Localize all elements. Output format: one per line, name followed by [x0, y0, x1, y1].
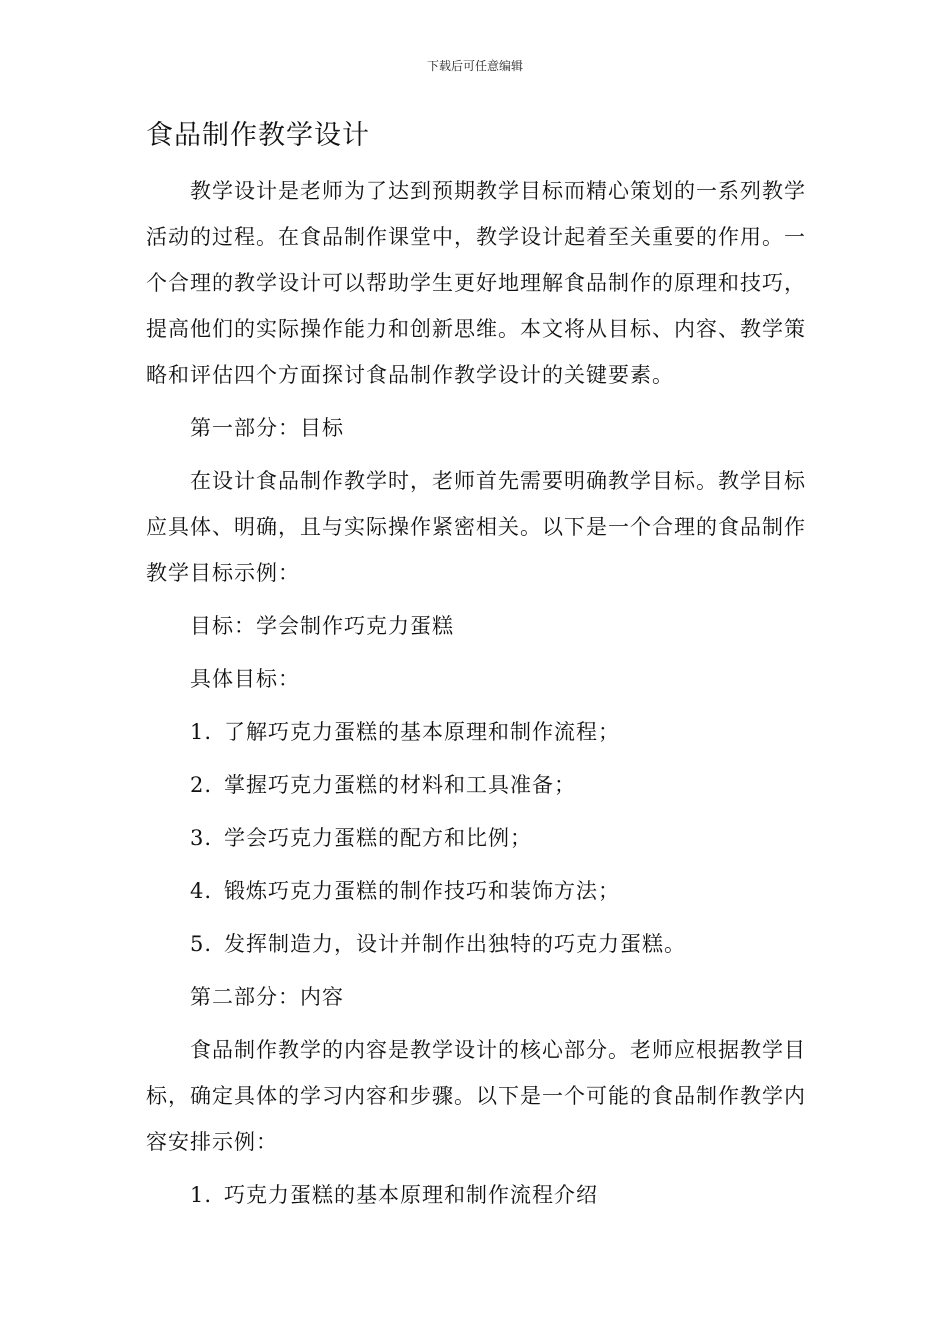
goal-line: 目标：学会制作巧克力蛋糕: [190, 614, 454, 638]
part1-paragraph: 在设计食品制作教学时，老师首先需要明确教学目标。教学目标应具体、明确，且与实际操作紧密相关。以下是一个合理的食品制作教学目标示例：: [146, 469, 806, 585]
list-item-number: 2.: [190, 773, 213, 797]
specific-goals-list: [146, 709, 816, 967]
list-item-text: 掌握巧克力蛋糕的材料和工具准备；: [224, 773, 576, 797]
document-title: 食品制作教学设计: [146, 120, 370, 151]
list-item-number: 1.: [190, 1183, 213, 1207]
list-item-number: 4.: [190, 879, 213, 903]
list-item: [146, 815, 816, 861]
list-item: [146, 1172, 816, 1218]
list-item: [146, 762, 816, 808]
document-body: [146, 112, 816, 1225]
list-item-text: 锻炼巧克力蛋糕的制作技巧和装饰方法；: [224, 879, 620, 903]
page-header-note: 下载后可任意编辑: [426, 59, 523, 73]
list-item: [146, 868, 816, 914]
specific-goals-heading: 具体目标：: [190, 667, 300, 691]
list-item-text: 了解巧克力蛋糕的基本原理和制作流程；: [224, 720, 620, 744]
part2-heading: 第二部分：内容: [190, 985, 344, 1009]
list-item: [146, 709, 816, 755]
list-item-number: 5.: [190, 932, 213, 956]
list-item-text: 巧克力蛋糕的基本原理和制作流程介绍: [224, 1183, 598, 1207]
list-item-number: 3.: [190, 826, 213, 850]
list-item-text: 学会巧克力蛋糕的配方和比例；: [224, 826, 532, 850]
content-items-list: [146, 1172, 816, 1218]
part1-heading: 第一部分：目标: [190, 416, 344, 440]
list-item-text: 发挥制造力，设计并制作出独特的巧克力蛋糕。: [224, 932, 686, 956]
list-item: [146, 921, 816, 967]
part2-paragraph: 食品制作教学的内容是教学设计的核心部分。老师应根据教学目标，确定具体的学习内容和步骤。以下是一个可能的食品制作教学内容安排示例：: [146, 1038, 806, 1154]
list-item-number: 1.: [190, 720, 213, 744]
intro-paragraph: 教学设计是老师为了达到预期教学目标而精心策划的一系列教学活动的过程。在食品制作课堂中，教学设计起着至关重要的作用。一个合理的教学设计可以帮助学生更好地理解食品制作的原理和技巧，提高他们的实际操作能力和创新思维。本文将从目标、内容、教学策略和评估四个方面探讨食品制作教学设计的关键要素。: [146, 179, 806, 387]
